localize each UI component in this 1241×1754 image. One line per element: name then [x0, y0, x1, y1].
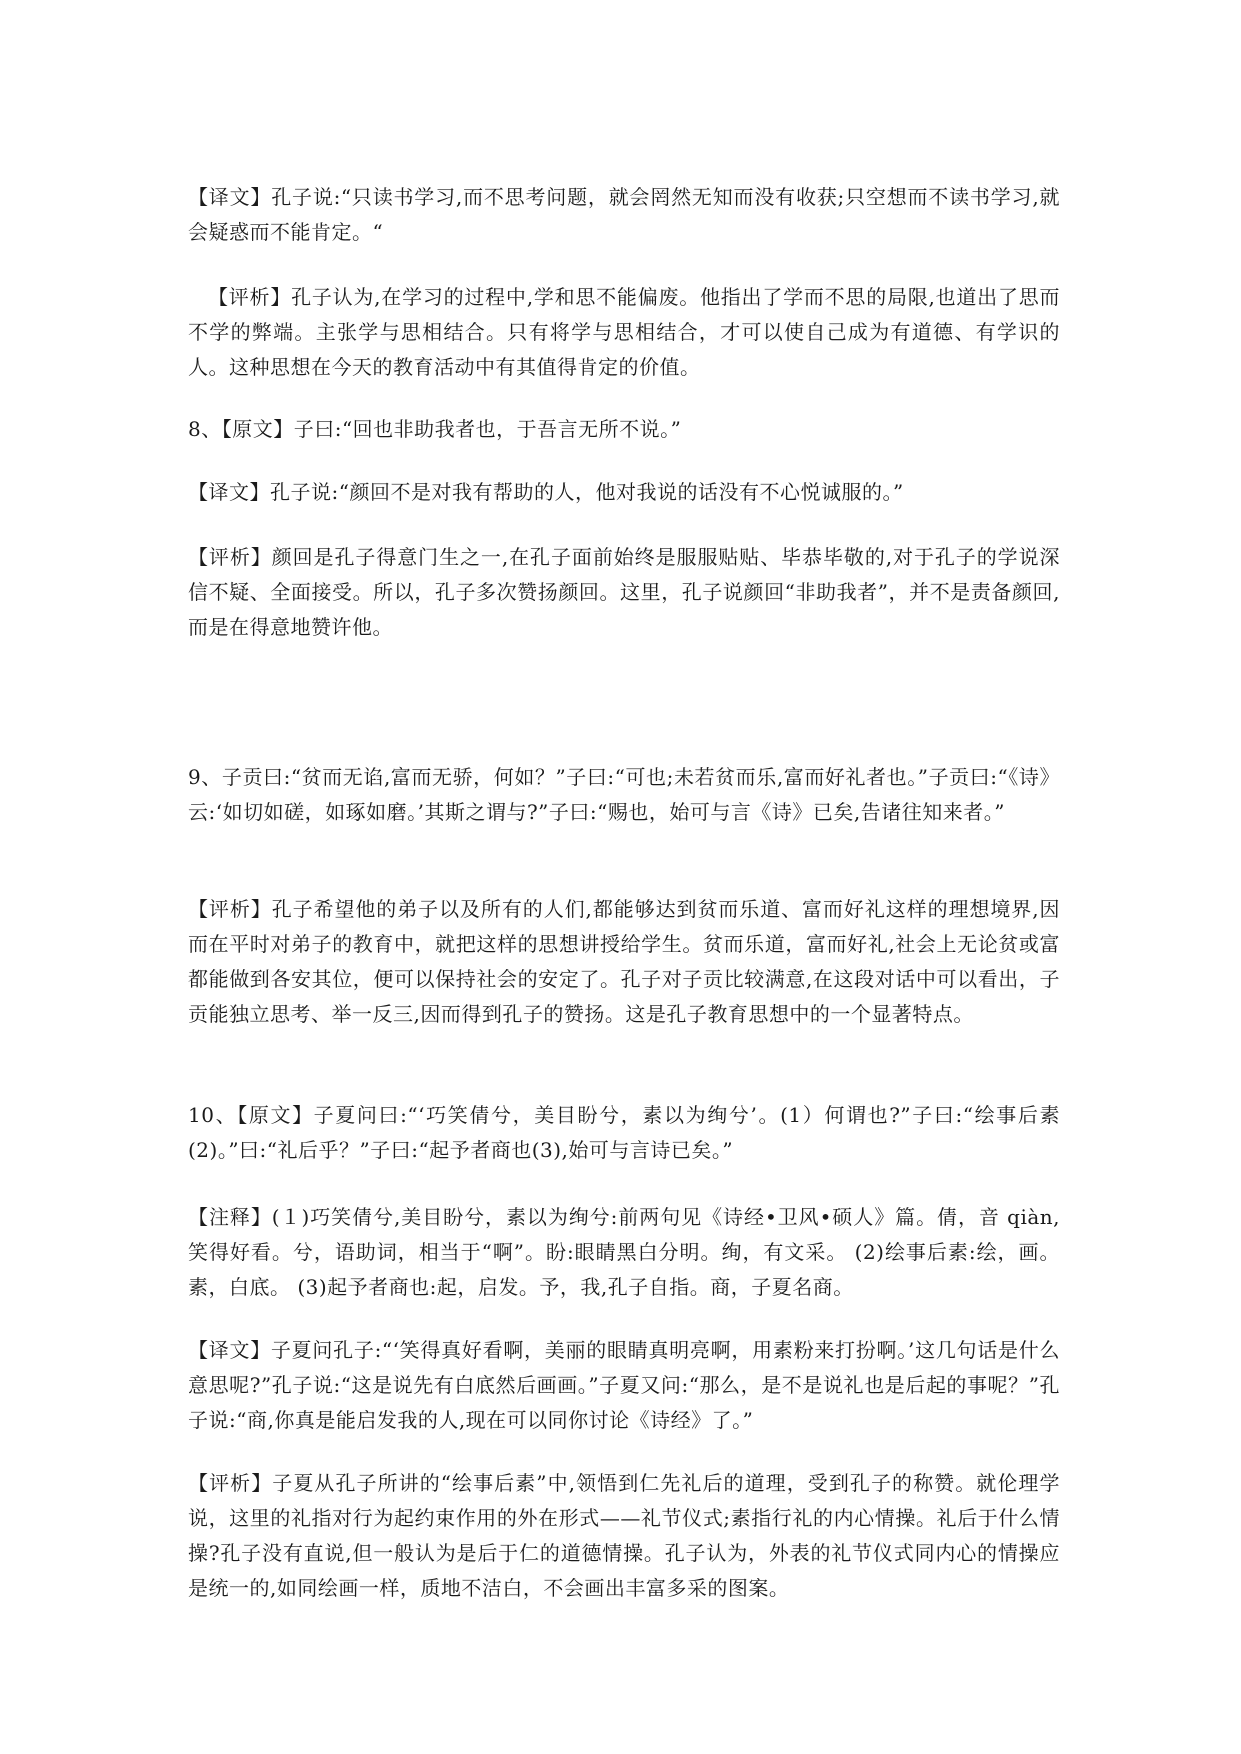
- paragraph-analysis-9: 【评析】孔子希望他的弟子以及所有的人们,都能够达到贫而乐道、富而好礼这样的理想境界,因而在平时对弟子的教育中，就把这样的思想讲授给学生。贫而乐道，富而好礼,社会上无论贫或富都能做到各安其位，便可以保持社会的安定了。孔子对子贡比较满意,在这段对话中可以看出，子贡能独立思考、举一反三,因而得到孔子的赞扬。这是孔子教育思想中的一个显著特点。: [188, 897, 1060, 1026]
- paragraph-original-9: 9、子贡曰:“贫而无谄,富而无骄，何如？”子曰:“可也;未若贫而乐,富而好礼者也。”子贡曰:“《诗》云:‘如切如磋，如琢如磨。’其斯之谓与?”子曰:“赐也，始可与言《诗》已矣,告诸往知来者。”: [188, 765, 1060, 824]
- paragraph-notes-10: 【注释】(１)巧笑倩兮,美目盼兮，素以为绚兮:前两句见《诗经•卫风•硕人》篇。倩，音 qiàn,笑得好看。兮，语助词，相当于“啊”。盼:眼睛黑白分明。绚，有文采。 (2)绘事后素:绘，画。素，白底。 (3)起予者商也:起，启发。予，我,孔子自指。商，子夏名商。: [188, 1205, 1060, 1299]
- paragraph-analysis-7: 【评析】孔子认为,在学习的过程中,学和思不能偏废。他指出了学而不思的局限,也道出了思而不学的弊端。主张学与思相结合。只有将学与思相结合，才可以使自己成为有道德、有学识的人。这种思想在今天的教育活动中有其值得肯定的价值。: [188, 285, 1060, 379]
- paragraph-original-10: 10、【原文】子夏问曰:“‘巧笑倩兮，美目盼兮，素以为绚兮’。(1）何谓也?”子曰:“绘事后素(2)。”曰:“礼后乎？”子曰:“起予者商也(3),始可与言诗已矣。”: [188, 1103, 1060, 1162]
- paragraph-analysis-10: 【评析】子夏从孔子所讲的“绘事后素”中,领悟到仁先礼后的道理，受到孔子的称赞。就伦理学说，这里的礼指对行为起约束作用的外在形式——礼节仪式;素指行礼的内心情操。礼后于什么情操?孔子没有直说,但一般认为是后于仁的道德情操。孔子认为，外表的礼节仪式同内心的情操应是统一的,如同绘画一样，质地不洁白，不会画出丰富多采的图案。: [188, 1471, 1060, 1600]
- paragraph-analysis-8: 【评析】颜回是孔子得意门生之一,在孔子面前始终是服服贴贴、毕恭毕敬的,对于孔子的学说深信不疑、全面接受。所以，孔子多次赞扬颜回。这里，孔子说颜回“非助我者”，并不是责备颜回,而是在得意地赞许他。: [188, 545, 1060, 639]
- paragraph-original-8: 8、【原文】子曰:“回也非助我者也，于吾言无所不说。”: [188, 417, 682, 441]
- paragraph-translation-7: 【译文】孔子说:“只读书学习,而不思考问题，就会罔然无知而没有收获;只空想而不读书学习,就会疑惑而不能肯定。“: [188, 185, 1060, 244]
- paragraph-translation-8: 【译文】孔子说:“颜回不是对我有帮助的人，他对我说的话没有不心悦诚服的。”: [188, 480, 904, 504]
- paragraph-translation-10: 【译文】子夏问孔子:“‘笑得真好看啊，美丽的眼睛真明亮啊，用素粉来打扮啊。’这几句话是什么意思呢?”孔子说:“这是说先有白底然后画画。”子夏又问:“那么，是不是说礼也是后起的事呢？”孔子说:“商,你真是能启发我的人,现在可以同你讨论《诗经》了。”: [188, 1338, 1060, 1432]
